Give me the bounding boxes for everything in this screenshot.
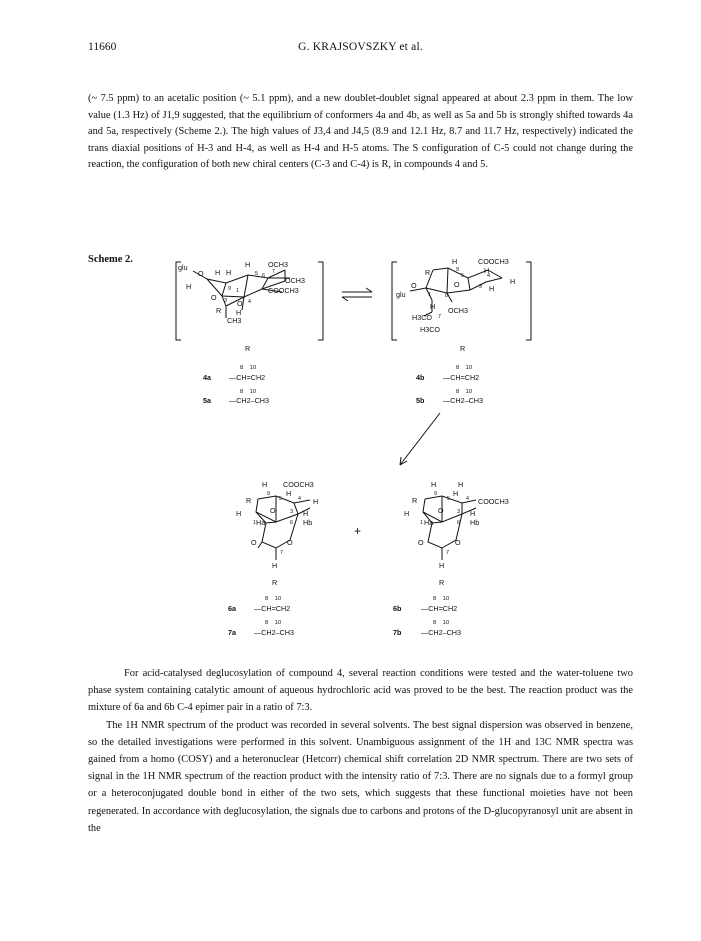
label-4b-h3co-1: H3CO (412, 313, 432, 322)
label-4b-o-glu: O (411, 281, 417, 290)
label-6b-h-top-2: H (458, 480, 464, 489)
num-6b-1: 1 (420, 520, 423, 526)
label-4b-och3: OCH3 (448, 306, 468, 315)
num-4b-3: 3 (479, 284, 482, 290)
num-4b-8: 8 (445, 293, 448, 299)
num-6a-3: 3 (290, 509, 293, 515)
structure-4b-bonds (410, 268, 502, 316)
label-6b-h-bottom: H (439, 561, 445, 570)
label-6b-o-low-right: O (455, 538, 461, 547)
substituent-6a: —CH=CH2 (254, 604, 291, 613)
label-6b-h-mid: H (470, 509, 476, 518)
paragraph-1: (~ 7.5 ppm) to an acetalic position (~ 5.1 ppm), and a new doublet-doublet signal appeared at about 2.3 ppm in them. The low value (1.3 Hz) of J1,9 suggested, that the equilibrium of conformers 4a and 4b, as well as 5a and 5b is strongly shifted towards 4a and 5a, respectively (Scheme 2.). The high values of J3,4 and J4,5 (8.9 and 12.1 Hz, 8.7 and 11.7 Hz, respectively) indicated the trans diaxial positions of H-3 and H-4, as well as H-4 and H-5 atoms. The S configuration of C-5 could not change during the reaction, the configuration of both new chiral centers (C-3 and C-4) is R, in compounds 4 and 5. (88, 93, 633, 171)
label-6b-r-heading: R (439, 578, 445, 587)
label-6a-ha: Ha (256, 518, 266, 527)
label-6a-hb: Hb (303, 518, 313, 527)
locants-4a: 8 10 (240, 365, 257, 371)
page-header (88, 41, 633, 57)
label-4a-h-left2: H (226, 268, 232, 277)
locants-7b: 8 10 (433, 620, 450, 626)
compound-6a: 6a (228, 604, 236, 613)
num-6b-7: 7 (446, 550, 449, 556)
label-6a-o-ring: O (270, 506, 276, 515)
label-4b-cooch3: COOCH3 (478, 257, 509, 266)
num-6a-6: 6 (290, 520, 293, 526)
label-6a-cooch3: COOCH3 (283, 480, 314, 489)
label-4a-r: R (216, 306, 222, 315)
structure-6a-bonds (256, 496, 313, 560)
running-title: G. KRAJSOVSZKY et al. (298, 41, 423, 53)
num-6b-6: 6 (457, 520, 460, 526)
label-6a-h-left: H (236, 509, 242, 518)
num-4a-7: 7 (272, 269, 275, 275)
paragraph-2b: The 1H NMR spectrum of the product was recorded in several solvents. The best signal dispersion was observed in benzene, so the detailed investigations were performed in this solvent. Unambiguous assignment of the 1H and 13C NMR spectra was gained from a homo (COSY) and a heteronuclear (Hetcorr) chemical shift correlation 2D NMR spectrum. There are two sets of signal in the 1H NMR spectrum of the reaction product with the intensity ratio of 7:3. There are no signals due to a formyl group or a heteroconjugated double bond in either of the two sets, which suggests that these functional moieties have not been regenerated. In accordance with deglucosylation, the signals due to carbons and protons of the D-glucopyranosyl unit are absent in the (88, 719, 633, 834)
compound-4a: 4a (203, 373, 211, 382)
label-6a-h-second: H (286, 489, 292, 498)
label-4b-o-ring: O (454, 280, 460, 289)
compound-7b: 7b (393, 628, 402, 637)
substituent-7b: —CH2–CH3 (421, 628, 461, 637)
label-4a-ch3: CH3 (227, 316, 242, 325)
substituent-7a: —CH2–CH3 (254, 628, 294, 637)
structure-4a-bonds (193, 270, 290, 318)
r-heading-right: R (460, 344, 466, 353)
compound-4b: 4b (416, 373, 425, 382)
num-6a-4: 4 (298, 496, 301, 502)
num-4a-5: 5 (255, 271, 258, 277)
label-4a-h-top: H (245, 260, 251, 269)
num-4a-6: 6 (262, 273, 265, 279)
locants-6b: 8 10 (433, 596, 450, 602)
num-4a-9: 9 (228, 286, 231, 292)
label-6b-o-ring: O (438, 506, 444, 515)
bracket-right-4a (318, 262, 323, 340)
label-6b-h-top-1: H (431, 480, 437, 489)
label-6a-r: R (246, 496, 252, 505)
bracket-left-4b (392, 262, 397, 340)
num-6b-9: 9 (434, 491, 437, 497)
label-6a-o-low-left: O (251, 538, 257, 547)
num-6b-4: 4 (466, 496, 469, 502)
label-4a-o-lower: O (237, 299, 243, 308)
locants-7a: 8 10 (265, 620, 282, 626)
label-4a-och3-top: OCH3 (268, 260, 288, 269)
paragraph-2a: For acid-catalysed deglucosylation of compound 4, several reaction conditions were tested and the water-toluene two phase system containing catalytic amount of aqueous hydrochloric acid was proved to be the best. The reaction product was the mixture of 6a and 6b C-4 epimer pair in a ratio of 7:3. (88, 668, 633, 714)
substituent-5b: —CH2–CH3 (443, 396, 483, 405)
num-4a-3: 3 (224, 298, 227, 304)
label-6b-h-left: H (404, 509, 410, 518)
num-6b-5: 5 (447, 496, 450, 502)
locants-4b: 8 10 (456, 365, 473, 371)
scheme-label: Scheme 2. (88, 254, 133, 265)
substituent-4a: —CH=CH2 (229, 373, 266, 382)
compound-5b: 5b (416, 396, 425, 405)
label-4a-h-far-left: H (186, 282, 192, 291)
plus-sign: + (354, 524, 362, 538)
num-6a-1: 1 (253, 520, 256, 526)
label-4b-h-mid: H (489, 284, 495, 293)
label-6a-r-heading: R (272, 578, 278, 587)
num-4b-4: 4 (487, 273, 490, 279)
label-4b-h-right: H (510, 277, 516, 286)
label-6b-hb: Hb (470, 518, 480, 527)
label-4a-och3-right: OCH3 (285, 276, 305, 285)
label-4b-h-right-top: H (484, 266, 490, 275)
num-4a-4: 4 (248, 299, 251, 305)
reaction-arrow (400, 413, 440, 465)
num-4b-1: 1 (428, 292, 431, 298)
compound-7a: 7a (228, 628, 236, 637)
label-6b-h-second: H (453, 489, 459, 498)
num-4b-7: 7 (438, 314, 441, 320)
label-6b-cooch3: COOCH3 (478, 497, 509, 506)
locants-6a: 8 10 (265, 596, 282, 602)
paragraph-2-block (88, 665, 633, 837)
equilibrium-arrow-forward (342, 288, 372, 292)
num-6a-5: 5 (279, 496, 282, 502)
num-4b-9: 9 (456, 267, 459, 273)
bracket-left-4a (176, 262, 181, 340)
compound-6b: 6b (393, 604, 402, 613)
num-6a-9: 9 (267, 491, 270, 497)
equilibrium-arrow-back (342, 297, 372, 301)
label-6a-o-low-right: O (287, 538, 293, 547)
label-4a-o1: O (198, 269, 204, 278)
locants-5b: 8 10 (456, 389, 473, 395)
label-4a-h-lower: H (236, 308, 242, 317)
label-4b-h-top: H (452, 257, 458, 266)
label-6b-r: R (412, 496, 418, 505)
label-4a-h-left1: H (215, 268, 221, 277)
label-6a-h-top: H (262, 480, 268, 489)
label-6a-h-bottom: H (272, 561, 278, 570)
page-number: 11660 (88, 41, 117, 53)
label-6a-h-right: H (313, 497, 319, 506)
substituent-6b: —CH=CH2 (421, 604, 458, 613)
label-4b-r: R (425, 268, 431, 277)
label-4b-h3co-2: H3CO (420, 325, 440, 334)
label-4a-o-ring: O (211, 293, 217, 302)
label-4a-cooch3: COOCH3 (268, 286, 299, 295)
r-heading-left: R (245, 344, 251, 353)
compound-5a: 5a (203, 396, 211, 405)
label-4a-glu: glu (178, 263, 188, 272)
substituent-5a: —CH2–CH3 (229, 396, 269, 405)
num-4b-5: 5 (461, 273, 464, 279)
num-6a-7: 7 (280, 550, 283, 556)
num-6b-3: 3 (457, 509, 460, 515)
label-6a-h-mid: H (303, 509, 309, 518)
label-4b-glu: glu (396, 290, 406, 299)
locants-5a: 8 10 (240, 389, 257, 395)
bracket-right-4b (526, 262, 531, 340)
label-4b-h-lower: H (430, 302, 436, 311)
substituent-4b: —CH=CH2 (443, 373, 480, 382)
structure-6b-bonds (423, 496, 476, 560)
label-6b-ha: Ha (424, 518, 434, 527)
num-4a-1: 1 (236, 288, 239, 294)
label-6b-o-low-left: O (418, 538, 424, 547)
